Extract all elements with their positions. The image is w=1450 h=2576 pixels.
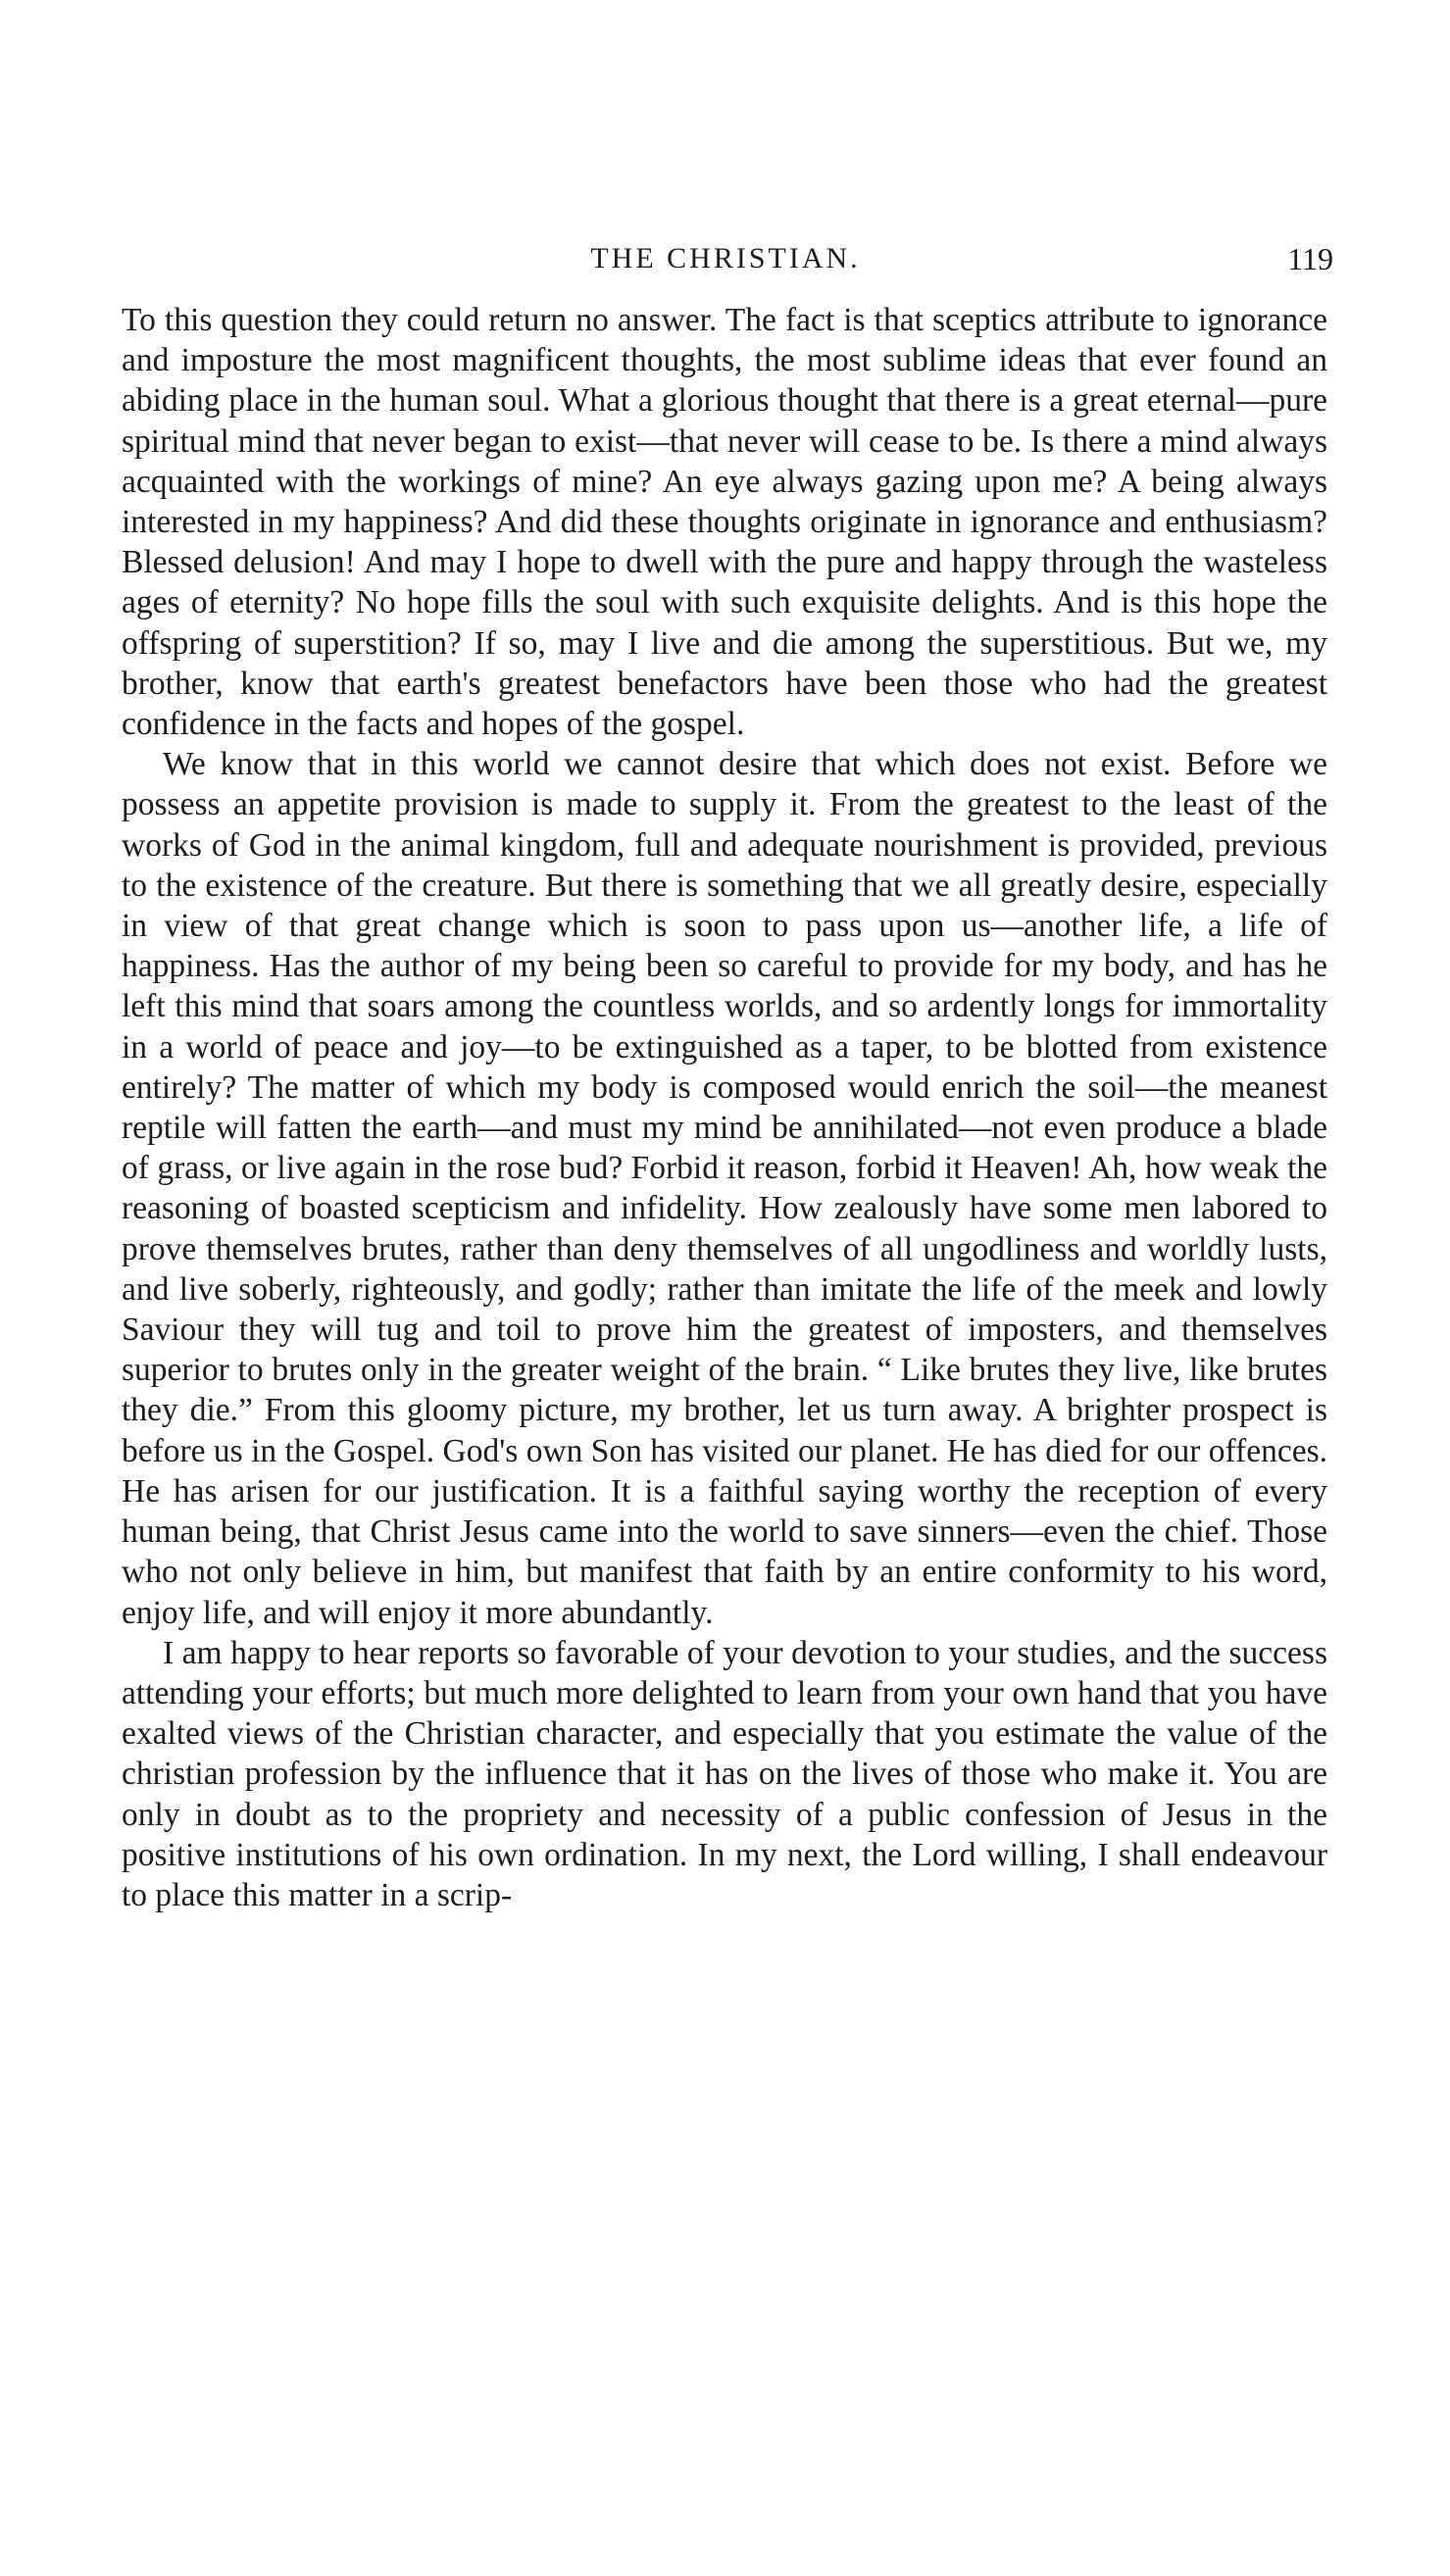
running-title: THE CHRISTIAN. — [590, 242, 861, 274]
page-number: 119 — [1287, 241, 1333, 276]
paragraph: I am happy to hear reports so favorable of your devotion to your studies, and the success attending your efforts; but much more delighted to learn from your own hand that you have exalted views of the Christian character, and especially that you estimate the value of the christian profession by the influence that it has on the lives of those who make it. You are only in doubt as to the propriety and necessity of a public confession of Jesus in the positive institutions of his own ordination. In my next, the Lord willing, I shall endeavour to place this matter in a scrip- — [122, 1634, 1327, 1913]
running-head — [118, 237, 1333, 280]
paragraph: We know that in this world we cannot desire that which does not exist. Before we possess an appetite provision is made to supply it. From the greatest to the least of the works of God in the animal kingdom, full and adequate nourishment is provided, previous to the existence of the creature. But there is something that we all greatly desire, especially in view of that great change which is soon to pass upon us—another life, a life of happiness. Has the author of my being been so careful to provide for my body, and has he left this mind that soars among the countless worlds, and so ardently longs for immortality in a world of peace and joy—to be extinguished as a taper, to be blotted from existence entirely? The matter of which my body is composed would enrich the soil—the meanest reptile will fatten the earth—and must my mind be annihilated—not even produce a blade of grass, or live again in the rose bud? Forbid it reason, forbid it Heaven! Ah, how weak the reasoning of boasted scepticism and infidelity. How zealously have some men labored to prove themselves brutes, rather than deny themselves of all ungodliness and worldly lusts, and live soberly, righteously, and godly; rather than imitate the life of the meek and lowly Saviour they will tug and toil to prove him the greatest of imposters, and themselves superior to brutes only in the greater weight of the brain. “ Like brutes they live, like brutes they die.” From this gloomy picture, my brother, let us turn away. A brighter prospect is before us in the Gospel. God's own Son has visited our planet. He has died for our offences. He has arisen for our justification. It is a faithful saying worthy the reception of every human being, that Christ Jesus came into the world to save sinners—even the chief. Those who not only believe in him, but manifest that faith by an entire conformity to his word, enjoy life, and will enjoy it more abundantly. — [122, 746, 1327, 1631]
body-text — [122, 300, 1327, 1915]
paragraph: To this question they could return no answer. The fact is that sceptics attribute to ignorance and imposture the most magnificent thoughts, the most sublime ideas that ever found an abiding place in the human soul. What a glorious thought that there is a great eternal—pure spiritual mind that never began to exist—that never will cease to be. Is there a mind always acquainted with the workings of mine? An eye always gazing upon me? A being always interested in my happiness? And did these thoughts originate in ignorance and enthusiasm? Blessed delusion! And may I hope to dwell with the pure and happy through the wasteless ages of eternity? No hope fills the soul with such exquisite delights. And is this hope the offspring of superstition? If so, may I live and die among the superstitious. But we, my brother, know that earth's greatest benefactors have been those who had the greatest confidence in the facts and hopes of the gospel. — [122, 302, 1327, 743]
